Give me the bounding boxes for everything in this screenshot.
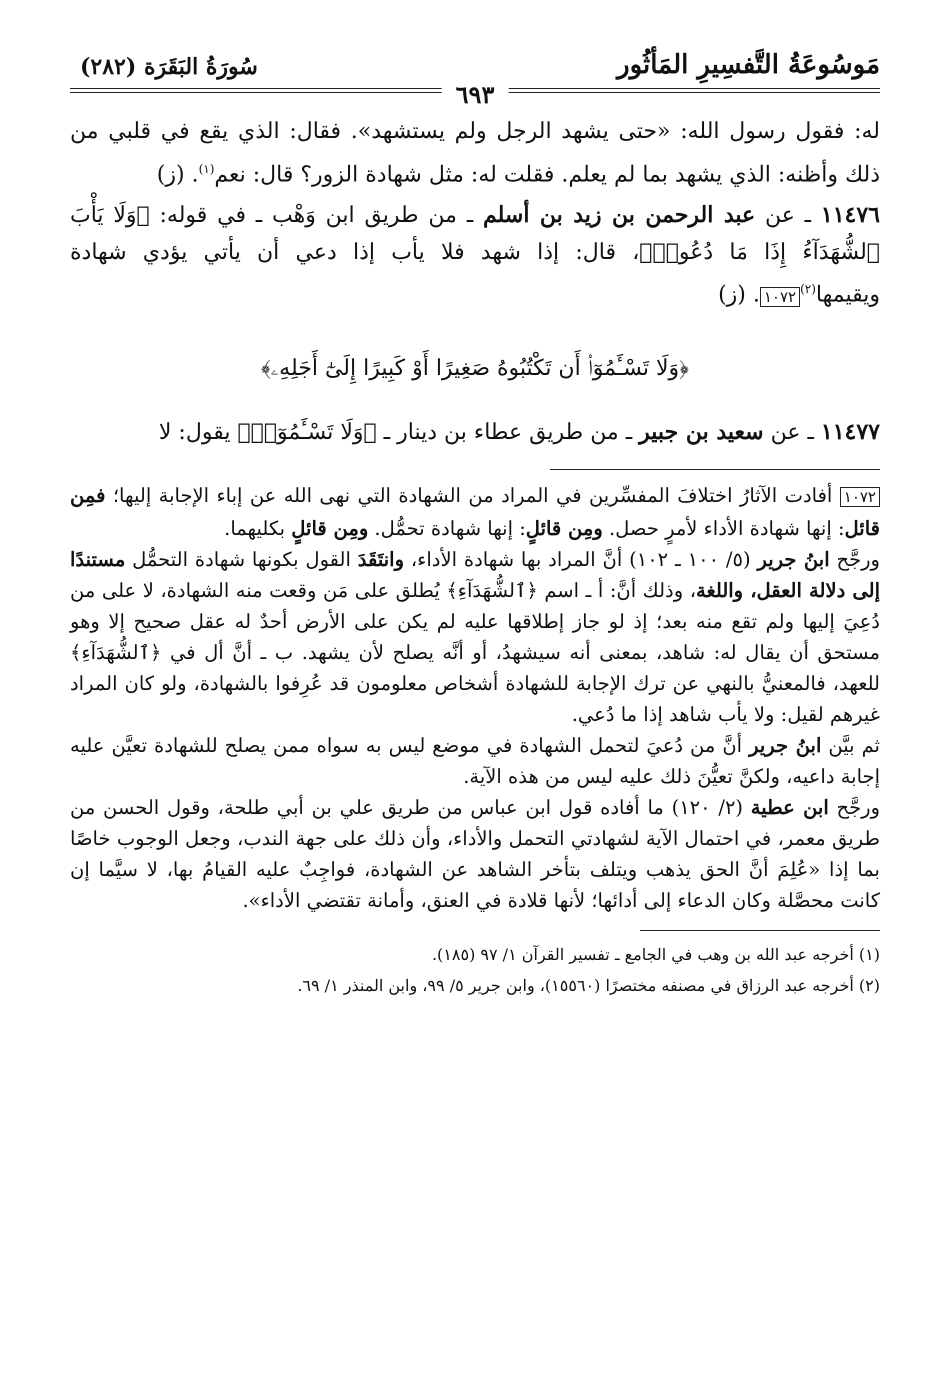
note-bold: فمِن قائل (70, 484, 880, 541)
source-mark: . (ز) (156, 161, 199, 187)
page-header (70, 40, 880, 109)
footnote-separator (640, 930, 880, 931)
note-paragraph-3 (70, 730, 880, 792)
note-text: (٢/ ١٢٠) ما أفاده قول ابن عباس من طريق علي بن أبي طلحة، وقول الحسن من طريق معمر، في احتمال الآية لشهادتي التحمل والأداء، وأن ذلك على جهة الندب، وجعل الوجوب خاصًا بما إذا «عُلِمَ أنَّ الحق يذهب ويتلف بتأخر الشاهد عن الشهادة، فواجِبٌ عليه القيامُ بها، لا سيَّما إن كانت محصَّلة وكان الدعاء إلى أدائها؛ لأنها قلادة في العنق، وأمانة تقتضي الأداء». (70, 796, 880, 913)
note-text: : إنها شهادة الأداء لأمرٍ حصل. (602, 517, 845, 541)
note-bold: وانتَقَدَ (357, 548, 405, 572)
note-text: (٥/ ١٠٠ ـ ١٠٢) أنَّ المراد بها شهادة الأداء، (404, 548, 758, 572)
quran-verse: ﴿وَلَا تَسْـَٔمُوٓا۟ أَن تَكْتُبُوهُ صَغِيرًا أَوْ كَبِيرًا إِلَىٰٓ أَجَلِهِۦ﴾ (261, 356, 689, 382)
note-text: ورجَّح (828, 796, 880, 820)
narration-text: ـ من طريق عطاء بن دينار ـ ﴿وَلَا تَسْـَٔمُوٓا۟﴾ يقول: لا (158, 419, 640, 445)
page (70, 40, 880, 1001)
main-text (70, 114, 880, 451)
note-text: أنَّ من دُعيَ لتحمل الشهادة في موضع ليس به سواه ممن يصلح للشهادة تعيَّن عليه إجابة داعيه، ولكنَّ تعيُّنَ ذلك عليه ليس من هذه الآية. (70, 734, 880, 789)
note-bold: ابنُ جرير (749, 734, 822, 758)
narration-text: ـ من طريق ابن وَهْب ـ في قوله: ﴿وَلَا يَأْبَ ٱلشُّهَدَآءُ إِذَا مَا دُعُوا۟﴾، قال: إذا شهد فلا يأب إذا دعي أن يأتي يؤدي شهادة ويقيمها (70, 203, 880, 308)
footnote-ref-1: (١) (198, 161, 215, 176)
paragraph-1-text: له: فقول رسول الله: «حتى يشهد الرجل ولم يستشهد». فقال: الذي يقع في قلبي من ذلك وأظنه: الذي يشهد بما لم يعلم. فقلت له: مثل شهادة الزور؟ قال: نعم (70, 119, 880, 187)
note-text: ورجَّح (829, 548, 880, 572)
source-mark: . (ز) (718, 282, 760, 308)
note-bold: ومِن قائلٍ (291, 517, 369, 541)
paragraph-1 (70, 114, 880, 193)
note-text: ، وذلك أنَّ: أ ـ اسم ﴿ٱلشُّهَدَآءِ﴾ يُطلق على مَن وقعت منه الشهادة، لا على من دُعِيَ إليها ولم تقع منه بعد؛ إذ لو جاز إطلاقها عليه لم يكن على الأرض أحدٌ له عقل صحيح إلا وهو مستحق أن يقال له: شاهد، بمعنى أنه سيشهدُ، أو أنَّه يصلح لأن يشهد. ب ـ أنَّ أل في ﴿ٱلشُّهَدَآءِ﴾ للعهد، فالمعنيُّ بالنهي عن ترك الإجابة للشهادة أشخاص معلومون قد عُرِفوا بالشهادة، ولو كان المراد غيرهم لقيل: ولا يأب شاهد إذا ما دُعي. (70, 579, 880, 727)
note-bold: ابنُ جرير (757, 548, 830, 572)
note-text: : إنها شهادة تحمُّل. (368, 517, 526, 541)
narration-11477 (70, 414, 880, 452)
page-number: ٦٩٣ (442, 80, 509, 109)
note-bold: مستندًا إلى دلالة العقل، واللغة (70, 548, 880, 603)
commentary-note (70, 480, 880, 916)
note-bold: ابن عطية (750, 796, 829, 820)
narration-number: ١١٤٧٦ (820, 202, 880, 229)
narrator-name: سعيد بن جبير (639, 418, 764, 445)
note-paragraph-2 (70, 544, 880, 730)
narration-text: ـ عن (763, 419, 821, 445)
narration-text: ـ عن (755, 203, 821, 229)
note-box-ref: ١٠٧٢ (760, 287, 800, 307)
book-title: مَوسُوعَةُ التَّفسِيرِ المَأثُور (617, 50, 880, 80)
note-text: القول بكونها شهادة التحمُّل (125, 548, 358, 572)
note-paragraph-4 (70, 792, 880, 916)
note-text: بكليهما. (224, 517, 292, 541)
footnote-ref-2: (٢) (800, 282, 816, 297)
surah-reference: سُورَةُ البَقَرَة (٢٨٢) (80, 54, 258, 80)
narrator-name: عبد الرحمن بن زيد بن أسلم (482, 202, 756, 229)
note-bold: ومِن قائلٍ (525, 517, 603, 541)
note-paragraph-1 (70, 480, 880, 544)
footnote-2: (٢) أخرجه عبد الرزاق في مصنفه مختصرًا (١٥٥٦٠)، وابن جرير ٥/ ٩٩، وابن المنذر ١/ ٦٩. (297, 976, 880, 996)
narration-number: ١١٤٧٧ (820, 418, 880, 445)
note-text: أفادت الآثارُ اختلافَ المفسِّرين في المراد من الشهادة التي نهى الله عن إباء الإجابة إليها؛ (105, 484, 840, 508)
footnotes (70, 939, 880, 1001)
footnote-1: (١) أخرجه عبد الله بن وهب في الجامع ـ تفسير القرآن ١/ ٩٧ (١٨٥). (431, 945, 880, 965)
note-text: ثم بيَّن (821, 734, 880, 758)
narration-11476 (70, 197, 880, 315)
note-box-label: ١٠٧٢ (840, 487, 880, 507)
note-separator (550, 469, 880, 470)
